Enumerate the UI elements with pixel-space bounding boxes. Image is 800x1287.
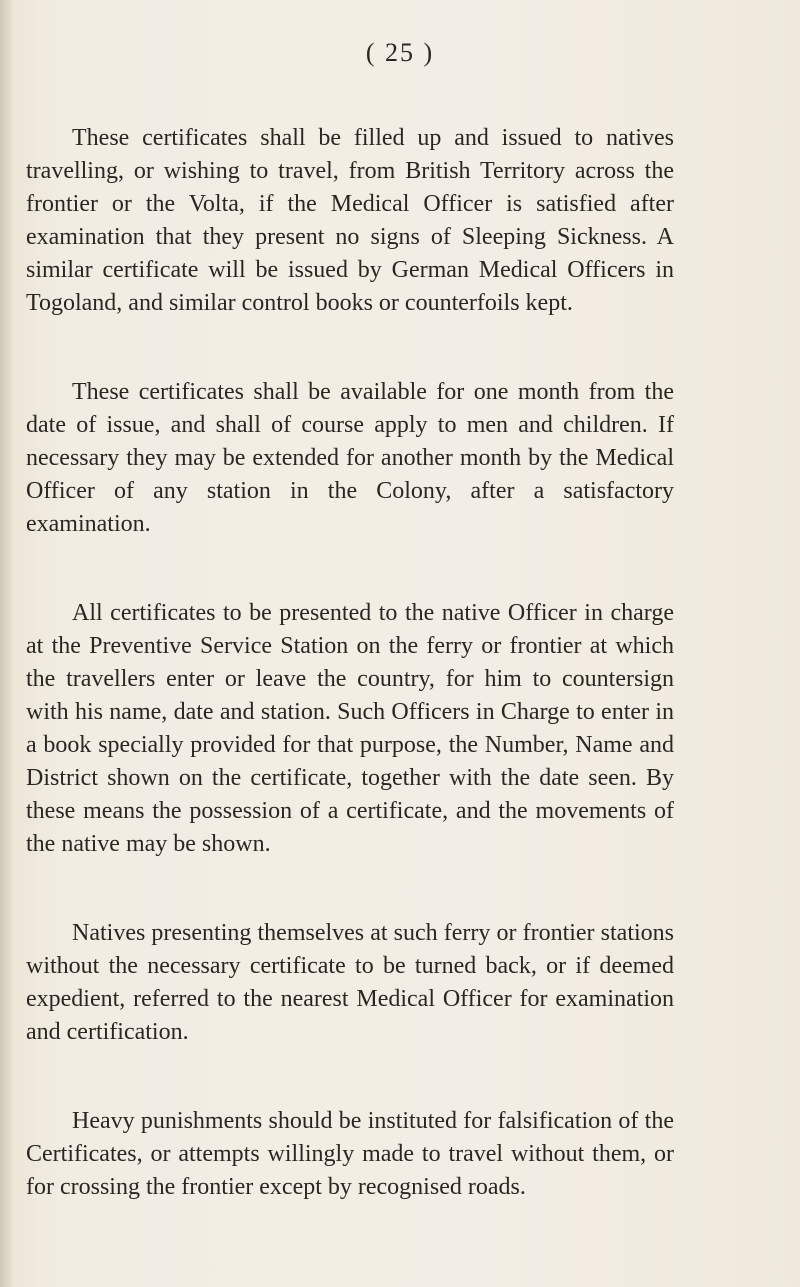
paragraph-natives-without-certificate: Natives presenting themselves at such ferry or frontier stations without the necessary certificate to be turned back, or if deemed expedient, referred to the nearest Medical Officer for examination and certification. <box>26 920 674 1045</box>
paragraph-certificates-issued: These certificates shall be filled up and issued to natives travelling, or wishing to travel, from British Territory across the frontier or the Volta, if the Medical Officer is satisfied after examination that they present no signs of Sleeping Sickness. A similar certificate will be issued by German Medical Officers in Togoland, and similar control books or counterfoils kept. <box>26 125 674 316</box>
page-edge-shadow <box>0 0 14 1287</box>
paragraph-certificates-validity: These certificates shall be available for one month from the date of issue, and shall of course apply to men and children. If necessary they may be extended for another month by the Medical Officer of any station in the Colony, after a satisfactory examination. <box>26 379 674 537</box>
page-number: ( 25 ) <box>365 38 435 67</box>
paragraph-punishments: Heavy punishments should be instituted for falsification of the Certificates, or attempts willingly made to travel without them, or for crossing the frontier except by recognised roads. <box>26 1108 674 1200</box>
document-body <box>26 122 674 1260</box>
paragraph-countersign-procedure: All certificates to be presented to the native Officer in charge at the Preventive Service Station on the ferry or frontier at which the travellers enter or leave the country, for him to countersign with his name, date and station. Such Officers in Charge to enter in a book specially provided for that purpose, the Number, Name and District shown on the certificate, together with the date seen. By these means the possession of a certificate, and the movements of the native may be shown. <box>26 600 674 857</box>
